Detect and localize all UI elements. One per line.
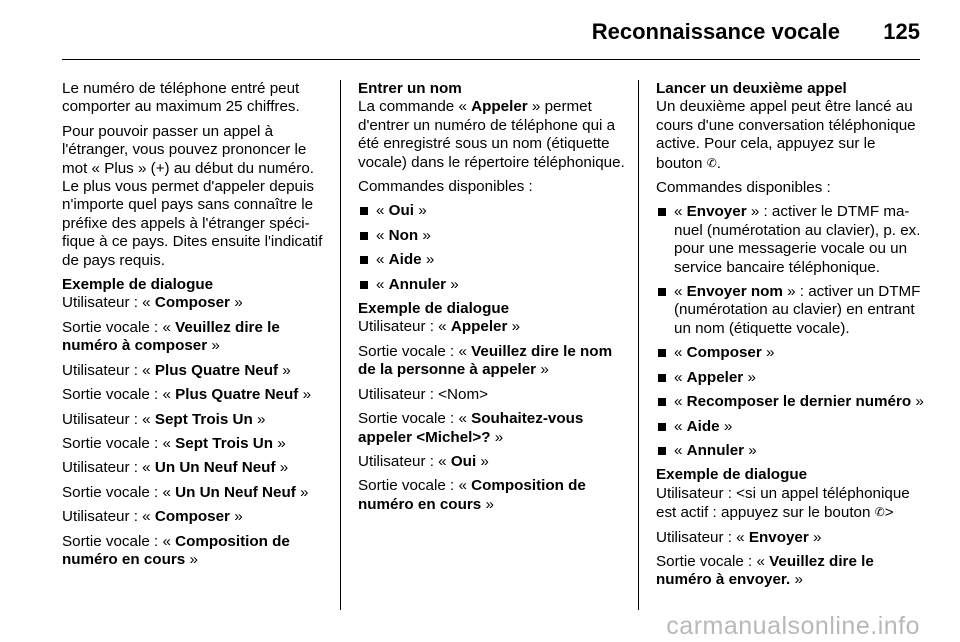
dialog-line: Sortie vocale : « Composition de numéro en cours » [358,477,586,513]
dialog-heading: Exemple de dialogue [358,300,510,318]
header-rule [62,59,920,60]
dialog-line: Sortie vocale : « Veuillez dire le numéro à envoyer. » [656,552,874,589]
watermark: carmanualsonline.info [666,612,920,640]
dialog-line: Utilisateur : « Oui » [358,452,489,470]
bullet-square-icon [658,208,666,216]
column-divider-2 [638,80,639,610]
paragraph-appeler-intro: La commande « Appeler » permet d'entrer un numéro de téléphone qui a été enregistré sous un nom (étiquette vocale) dans le répertoire téléphonique. [358,98,625,171]
dialog-line: Sortie vocale : « Souhaitez-vous appeler <Michel>? » [358,410,584,446]
page-number: 125 [883,19,920,44]
section-heading-enter-name: Entrer un nom [358,80,462,97]
dialog-line: Sortie vocale : « Sept Trois Un » [62,434,286,452]
dialog-line: Sortie vocale : « Composition de numéro en cours » [62,532,290,568]
bullet-square-icon [658,447,666,455]
commands-list [358,202,628,294]
dialog-heading: Exemple de dialogue [62,276,214,294]
phone-icon: ✆ [706,155,717,170]
list-item: « Oui » [358,202,628,220]
dialog-line: Utilisateur : « Un Un Neuf Neuf » [62,459,289,477]
commands-label: Commandes disponibles : [656,179,831,197]
paragraph-plus-prefix: Pour pouvoir passer un appel à l'étranger, vous pouvez prononcer le mot « Plus » (+) au début du numéro. Le plus vous permet d'appeler depuis n'importe quel pays sans connaître le préfixe des appels à l'étranger spécifique à ce pays. Dites ensuite l'indicatif de pays requis. [62,122,323,269]
dialog-heading: Exemple de dialogue [656,466,808,484]
dialog-line: Sortie vocale : « Un Un Neuf Neuf » [62,483,309,501]
dialog-line: Utilisateur : « Composer » [62,294,243,312]
bullet-square-icon [360,232,368,240]
phone-icon: ✆ [874,505,885,520]
dialog-line: Utilisateur : <si un appel téléphonique est actif : appuyez sur le bouton ✆> [656,484,910,522]
list-item: « Annuler » [358,276,628,294]
page-title: Reconnaissance vocale [591,19,840,44]
list-item: « Annuler » [656,442,924,460]
paragraph-second-call-intro: Un deuxième appel peut être lancé au cours d'une conversation téléphonique active. Pour cela, appuyez sur le bouton ✆. [656,98,916,172]
dialog-line: Sortie vocale : « Plus Quatre Neuf » [62,386,312,404]
dialog-line: Sortie vocale : « Veuillez dire le numéro à composer » [62,318,280,355]
dialog-line: Utilisateur : « Plus Quatre Neuf » [62,361,291,379]
paragraph-max-digits: Le numéro de téléphone entré peut comporter au maximum 25 chiffres. [62,80,300,116]
list-item: « Aide » [358,251,628,269]
list-item: « Composer » [656,344,924,362]
section-heading-second-call: Lancer un deuxième appel [656,80,847,97]
commands-label: Commandes disponibles : [358,178,533,196]
list-item: « Aide » [656,418,924,436]
dialog-line: Utilisateur : <Nom> [358,385,488,403]
commands-list [656,203,924,460]
list-item: « Envoyer nom » : activer un DTMF (numérotation au clavier) en entrant un nom (étiquette vocale). [656,283,924,338]
dialog-list [358,318,628,514]
bullet-square-icon [658,398,666,406]
page-header [0,0,960,60]
column-1 [62,80,330,575]
column-3 [656,80,924,596]
bullet-square-icon [360,256,368,264]
list-item: « Appeler » [656,369,924,387]
dialog-line: Utilisateur : « Sept Trois Un » [62,410,266,428]
bullet-square-icon [658,423,666,431]
list-item: « Non » [358,227,628,245]
bullet-square-icon [360,207,368,215]
dialog-line: Sortie vocale : « Veuillez dire le nom de la personne à appeler » [358,342,613,379]
bullet-square-icon [360,281,368,289]
list-item: « Recomposer le dernier numéro » [656,393,924,411]
bullet-square-icon [658,374,666,382]
column-divider-1 [340,80,341,610]
dialog-line: Utilisateur : « Envoyer » [656,528,822,546]
bullet-square-icon [658,349,666,357]
column-2 [358,80,628,520]
bullet-square-icon [658,288,666,296]
dialog-list [62,294,330,569]
dialog-line: Utilisateur : « Composer » [62,508,243,526]
dialog-line: Utilisateur : « Appeler » [358,318,521,336]
list-item: « Envoyer » : activer le DTMF manuel (numérotation au clavier), p. ex. pour une messagerie vocale ou un service bancaire téléphonique. [656,203,924,277]
